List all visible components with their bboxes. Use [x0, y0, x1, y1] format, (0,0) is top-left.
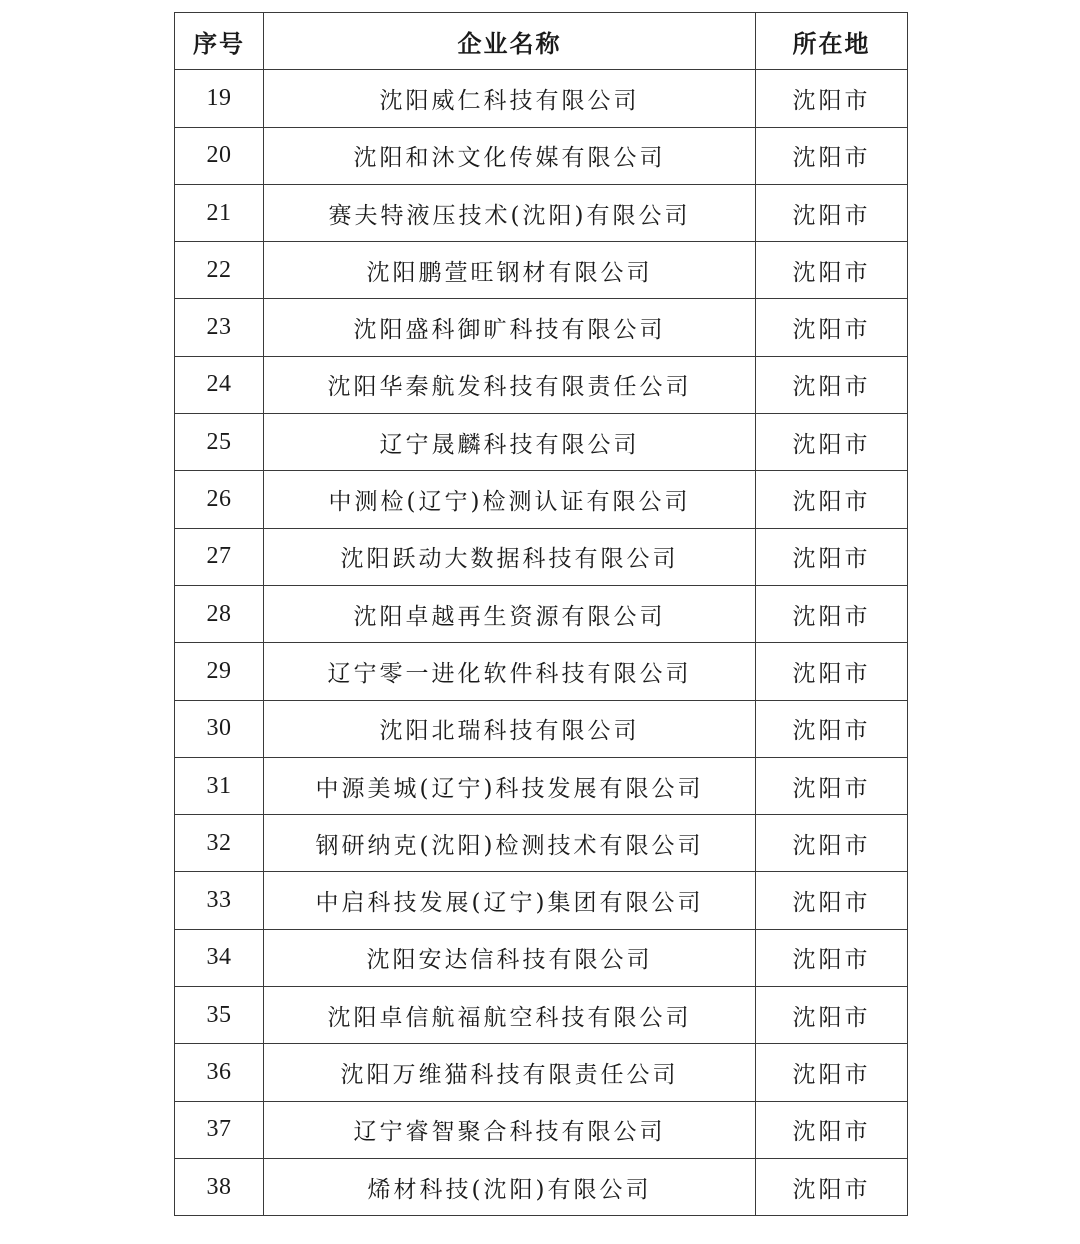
location-cell: 沈阳市 [756, 528, 908, 585]
location-cell: 沈阳市 [756, 929, 908, 986]
location-cell: 沈阳市 [756, 70, 908, 127]
location-cell: 沈阳市 [756, 643, 908, 700]
enterprise-name-cell: 沈阳华秦航发科技有限责任公司 [264, 356, 756, 413]
serial-number-cell: 24 [175, 356, 264, 413]
serial-number-cell: 38 [175, 1158, 264, 1215]
table-row [175, 242, 908, 299]
enterprise-name-cell: 沈阳盛科御旷科技有限公司 [264, 299, 756, 356]
table-row [175, 70, 908, 127]
location-cell: 沈阳市 [756, 872, 908, 929]
location-cell: 沈阳市 [756, 127, 908, 184]
serial-number-cell: 22 [175, 242, 264, 299]
serial-number-cell: 27 [175, 528, 264, 585]
enterprise-name-cell: 沈阳安达信科技有限公司 [264, 929, 756, 986]
location-cell: 沈阳市 [756, 414, 908, 471]
table-row [175, 184, 908, 241]
location-cell: 沈阳市 [756, 184, 908, 241]
enterprise-name-cell: 辽宁零一进化软件科技有限公司 [264, 643, 756, 700]
table-row [175, 528, 908, 585]
enterprise-table [174, 12, 908, 1216]
serial-number-cell: 37 [175, 1101, 264, 1158]
enterprise-name-cell: 沈阳北瑞科技有限公司 [264, 700, 756, 757]
table-row [175, 356, 908, 413]
table-row [175, 987, 908, 1044]
table-header-row [175, 13, 908, 70]
location-cell: 沈阳市 [756, 815, 908, 872]
location-cell: 沈阳市 [756, 242, 908, 299]
header-serial-number: 序号 [175, 13, 264, 70]
serial-number-cell: 26 [175, 471, 264, 528]
location-cell: 沈阳市 [756, 700, 908, 757]
enterprise-name-cell: 沈阳鹏萱旺钢材有限公司 [264, 242, 756, 299]
serial-number-cell: 30 [175, 700, 264, 757]
enterprise-name-cell: 中启科技发展(辽宁)集团有限公司 [264, 872, 756, 929]
enterprise-name-cell: 钢研纳克(沈阳)检测技术有限公司 [264, 815, 756, 872]
table-row [175, 299, 908, 356]
enterprise-name-cell: 沈阳卓越再生资源有限公司 [264, 585, 756, 642]
header-enterprise-name: 企业名称 [264, 13, 756, 70]
enterprise-name-cell: 沈阳万维猫科技有限责任公司 [264, 1044, 756, 1101]
enterprise-name-cell: 中源美城(辽宁)科技发展有限公司 [264, 757, 756, 814]
table-row [175, 643, 908, 700]
serial-number-cell: 25 [175, 414, 264, 471]
enterprise-name-cell: 沈阳威仁科技有限公司 [264, 70, 756, 127]
table-body [175, 70, 908, 1216]
serial-number-cell: 19 [175, 70, 264, 127]
serial-number-cell: 29 [175, 643, 264, 700]
table-row [175, 471, 908, 528]
table-row [175, 929, 908, 986]
serial-number-cell: 33 [175, 872, 264, 929]
location-cell: 沈阳市 [756, 471, 908, 528]
location-cell: 沈阳市 [756, 1158, 908, 1215]
table-row [175, 757, 908, 814]
location-cell: 沈阳市 [756, 757, 908, 814]
enterprise-name-cell: 中测检(辽宁)检测认证有限公司 [264, 471, 756, 528]
serial-number-cell: 21 [175, 184, 264, 241]
enterprise-name-cell: 沈阳和沐文化传媒有限公司 [264, 127, 756, 184]
table-row [175, 127, 908, 184]
table-row [175, 1044, 908, 1101]
serial-number-cell: 34 [175, 929, 264, 986]
serial-number-cell: 32 [175, 815, 264, 872]
location-cell: 沈阳市 [756, 585, 908, 642]
enterprise-name-cell: 烯材科技(沈阳)有限公司 [264, 1158, 756, 1215]
location-cell: 沈阳市 [756, 356, 908, 413]
location-cell: 沈阳市 [756, 987, 908, 1044]
header-location: 所在地 [756, 13, 908, 70]
enterprise-name-cell: 沈阳卓信航福航空科技有限公司 [264, 987, 756, 1044]
serial-number-cell: 20 [175, 127, 264, 184]
location-cell: 沈阳市 [756, 299, 908, 356]
location-cell: 沈阳市 [756, 1044, 908, 1101]
table-row [175, 414, 908, 471]
table-row [175, 872, 908, 929]
table-row [175, 585, 908, 642]
location-cell: 沈阳市 [756, 1101, 908, 1158]
serial-number-cell: 28 [175, 585, 264, 642]
table-row [175, 1101, 908, 1158]
enterprise-name-cell: 辽宁睿智聚合科技有限公司 [264, 1101, 756, 1158]
serial-number-cell: 35 [175, 987, 264, 1044]
table-row [175, 815, 908, 872]
enterprise-name-cell: 沈阳跃动大数据科技有限公司 [264, 528, 756, 585]
table-row [175, 700, 908, 757]
serial-number-cell: 36 [175, 1044, 264, 1101]
serial-number-cell: 23 [175, 299, 264, 356]
enterprise-name-cell: 赛夫特液压技术(沈阳)有限公司 [264, 184, 756, 241]
enterprise-name-cell: 辽宁晟麟科技有限公司 [264, 414, 756, 471]
table-row [175, 1158, 908, 1215]
serial-number-cell: 31 [175, 757, 264, 814]
